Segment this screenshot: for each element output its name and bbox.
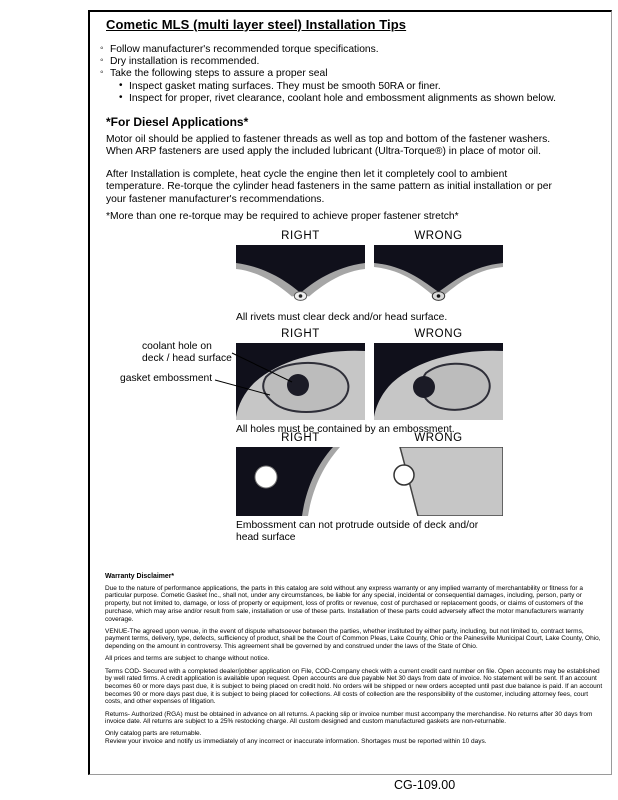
list-item [99, 68, 599, 80]
warranty-paragraph: VENUE-The agreed upon venue, in the event of dispute whatsoever between the parties, whether instituted by either party, including, but not limited to, contract terms, payment terms, delivery, type, defects, sufficiency of product, shall be the Court of Common Pleas, Lake County, Ohio or the Painesville Municipal Court, Lake County, Ohio, depending on the amount in controversy. This agreement shall be governed by and construed under the laws of the State of Ohio. [105, 627, 601, 651]
diagram-row-embossment [236, 432, 503, 544]
rivet-right-diagram [236, 245, 365, 308]
list-item [99, 44, 599, 56]
warranty-paragraph: All prices and terms are subject to change without notice. [105, 655, 270, 663]
warranty-disclaimer [105, 573, 605, 746]
diagram-headers [236, 328, 503, 340]
coolant-label-line2: deck / head surface [142, 352, 232, 364]
wrong-label: WRONG [414, 328, 463, 340]
sub-list [118, 81, 599, 105]
list-item [99, 56, 599, 68]
warranty-paragraph: Review your invoice and notify us immediately of any incorrect or inaccurate information. Shortages must be reported within 10 days. [105, 738, 487, 746]
wrong-label: WRONG [414, 230, 463, 242]
page-title: Cometic MLS (multi layer steel) Installation Tips [106, 17, 407, 32]
right-label: RIGHT [281, 432, 320, 444]
holes-wrong-diagram [374, 343, 503, 420]
coolant-hole-label [142, 341, 238, 364]
holes-right-diagram [236, 343, 365, 420]
coolant-label-line1: coolant hole on [142, 341, 212, 352]
tip-text: Inspect for proper, rivet clearance, coolant hole and embossment alignments as shown below. [129, 92, 556, 104]
embossment-caption: Embossment can not protrude outside of deck and/or head surface [236, 520, 479, 543]
diagram-headers [236, 230, 503, 242]
installation-tips-list [99, 44, 599, 105]
diagram-panels [236, 447, 503, 516]
tip-text: Inspect gasket mating surfaces. They must be smooth 50RA or finer. [129, 80, 441, 92]
list-item [118, 81, 599, 93]
warranty-paragraph: Only catalog parts are returnable. [105, 730, 202, 738]
holes-caption: All holes must be contained by an embossment. [236, 424, 455, 435]
warranty-paragraph: Terms COD- Secured with a completed dealer/jobber application on File, COD-Company check with a current credit card number on file. Open accounts may be established by well rated firms. A credit application is available upon request. Open accounts are due payable Net 30 days from date of invoice. No statement will be sent. If an account becomes 60 or more days past due, it is subject to being placed on credit hold. No orders will be shipped or new orders accepted until past due balance is paid. If an account becomes 90 or more days past due, it is subject to being placed for collections. All costs of collection are the responsibility of the customer, including attorney fees, court costs, and other expenses of litigation. [105, 667, 603, 706]
diagram-row-rivets [236, 230, 503, 324]
embossment-right-diagram [236, 447, 365, 516]
diesel-paragraph-2: After Installation is complete, heat cycle the engine then let it completely cool to ambient temperature. Re-torque the cylinder head fasteners in the same pattern as initial installation or per your fastener manufacturer's recommendations. [106, 169, 552, 205]
diesel-applications-heading: *For Diesel Applications* [106, 115, 249, 129]
rivet-wrong-diagram [374, 245, 503, 308]
warranty-heading: Warranty Disclaimer* [105, 573, 175, 580]
diagram-panels [236, 343, 503, 420]
retorque-note: *More than one re-torque may be required to achieve proper fastener stretch* [106, 211, 459, 222]
right-label: RIGHT [281, 230, 320, 242]
diagram-panels [236, 245, 503, 308]
wrong-label: WRONG [414, 432, 463, 444]
diesel-paragraph-1: Motor oil should be applied to fastener threads as well as top and bottom of the fastener washers. When ARP fasteners are used apply the included lubricant (Ultra-Torque®) in place of motor oil. [106, 134, 551, 158]
rivet-caption: All rivets must clear deck and/or head surface. [236, 312, 448, 323]
warranty-paragraph: Due to the nature of performance applications, the parts in this catalog are sold without any express warranty or any implied warranty of merchantability or fitness for a particular purpose. Cometic Gasket Inc., shall not, under any circumstances, be liable for any special, incidental or consequential damages, including, person, party or property, but not limited to, damage, or loss of property or equipment, loss of profits or revenue, cost of purchased or replacement goods, or claims of customers of the purchase, which may arise and/or result from sale, installation or use of these parts. Installation of these parts could adversely affect the motor manufacturers warranty coverage. [105, 584, 584, 623]
tip-text: Take the following steps to assure a proper seal [110, 68, 328, 80]
right-label: RIGHT [281, 328, 320, 340]
catalog-page-code: CG-109.00 [394, 778, 456, 792]
diagram-headers [236, 432, 503, 444]
tip-text: Follow manufacturer's recommended torque specifications. [110, 44, 379, 55]
gasket-embossment-label: gasket embossment [120, 373, 213, 384]
diagram-row-holes [236, 328, 503, 436]
list-item [118, 93, 599, 105]
tip-text: Dry installation is recommended. [110, 56, 260, 68]
warranty-paragraph: Returns- Authorized (RGA) must be obtained in advance on all returns. A packing slip or invoice number must accompany the merchandise. No returns after 30 days from invoice date. All returns are subject to a 25% restocking charge. All custom designed and custom manufactured gaskets are non-returnable. [105, 710, 593, 726]
embossment-wrong-diagram [374, 447, 503, 516]
